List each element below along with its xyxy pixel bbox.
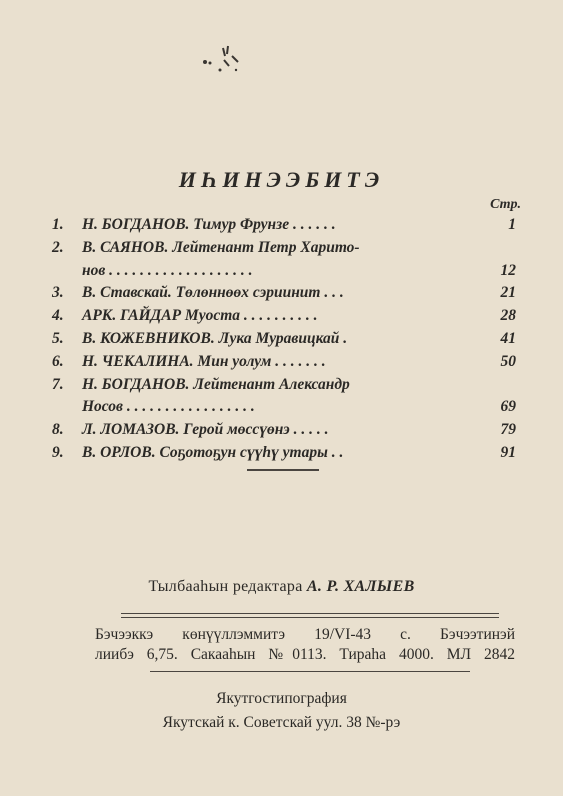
entry-number: 1. xyxy=(52,216,64,233)
entry-page: 69 xyxy=(500,398,516,416)
entry-text: В. САЯНОВ. Лейтенант Петр Харито- xyxy=(82,238,360,256)
toc-entry xyxy=(52,419,522,442)
table-of-contents xyxy=(52,214,522,465)
toc-entry xyxy=(52,442,522,465)
entry-number: 6. xyxy=(52,352,64,370)
printer-name: Якутгостипография xyxy=(216,690,347,707)
imprint-line: лиибэ 6,75. Сакааһын №0113. Тираһа 4000. МЛ 2842 xyxy=(95,646,515,663)
entry-number: 7. xyxy=(52,375,64,393)
entry-text: Н. БОГДАНОВ. Лейтенант Александр xyxy=(82,375,350,393)
entry-page: 28 xyxy=(500,307,516,325)
entry-text: Н. БОГДАНОВ. Тимур Фрунзе . . . . . . xyxy=(82,216,336,233)
entry-number: 8. xyxy=(52,421,64,439)
entry-text: В. ОРЛОВ. Соҕотоҕун сүүһү утары . . xyxy=(82,443,344,461)
entry-number: 2. xyxy=(52,238,64,256)
toc-entry xyxy=(52,282,522,305)
divider xyxy=(247,469,319,471)
entry-page: 1 xyxy=(508,216,516,233)
entry-page: 79 xyxy=(500,421,516,439)
entry-text: Н. ЧЕКАЛИНА. Мин уолум . . . . . . . xyxy=(82,352,326,370)
entry-text: Л. ЛОМАЗОВ. Герой мөссүөнэ . . . . . xyxy=(82,421,329,439)
entry-text: АРК. ГАЙДАР Муоста . . . . . . . . . . xyxy=(82,307,318,325)
contents-title: ИҺИНЭЭБИТЭ xyxy=(178,167,385,192)
printer-address: Якутскай к. Советскай уул. 38 №-рэ xyxy=(162,714,401,731)
entry-text-continued: нов . . . . . . . . . . . . . . . . . . . xyxy=(82,261,253,279)
divider xyxy=(121,613,499,614)
entry-number: 3. xyxy=(52,284,64,302)
entry-page: 50 xyxy=(500,352,516,370)
entry-number: 4. xyxy=(52,307,64,325)
toc-entry xyxy=(52,328,522,351)
entry-text: В. Ставскай. Төлөннөөх сэриинит . . . xyxy=(82,284,344,302)
entry-page: 41 xyxy=(500,329,516,347)
toc-entry xyxy=(52,214,522,237)
editor-credit xyxy=(0,578,563,596)
imprint-line: Бэчээккэ көнүүллэммитэ 19/VI-43 с. Бэчээтинэй xyxy=(95,626,515,643)
toc-entry xyxy=(52,351,522,374)
toc-entry xyxy=(52,237,522,283)
toc-entry xyxy=(52,374,522,420)
entry-page: 21 xyxy=(500,284,516,302)
entry-number: 5. xyxy=(52,329,64,347)
entry-text: В. КОЖЕВНИКОВ. Лука Муравицкай . xyxy=(82,329,348,347)
entry-page: 12 xyxy=(500,261,516,279)
entry-number: 9. xyxy=(52,443,64,461)
page-column-label: Стр. xyxy=(490,197,521,212)
editor-label: Тылбааһын редактара xyxy=(148,578,303,595)
entry-page: 91 xyxy=(500,443,516,461)
decorative-mark-icon xyxy=(198,42,244,76)
divider xyxy=(121,617,499,618)
divider xyxy=(150,671,470,672)
toc-entry xyxy=(52,305,522,328)
editor-name: А. Р. ХАЛЫЕВ xyxy=(306,578,415,595)
entry-text-continued: Носов . . . . . . . . . . . . . . . . . xyxy=(82,398,255,416)
